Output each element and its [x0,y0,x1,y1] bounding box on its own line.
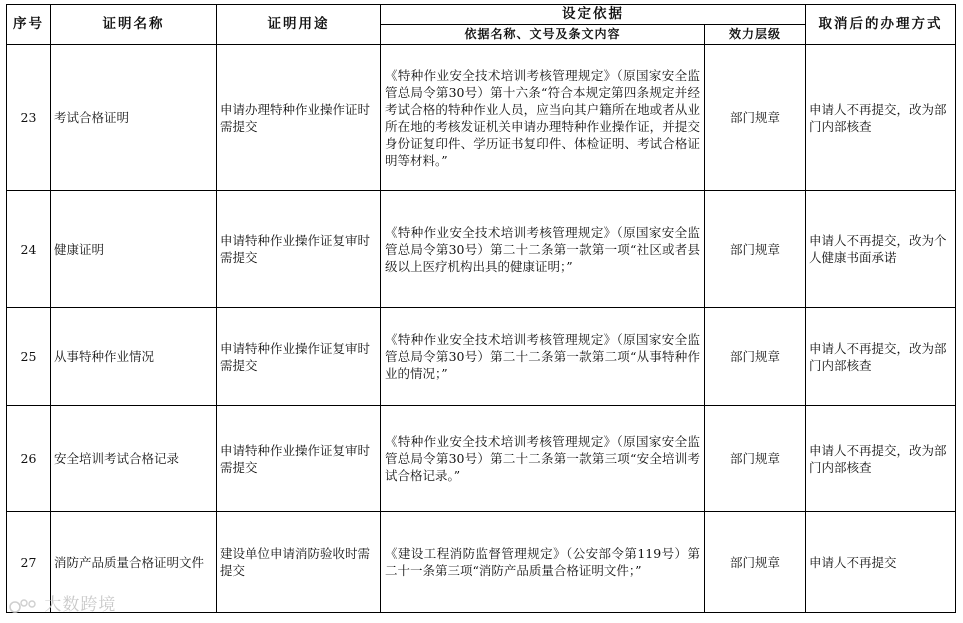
watermark [8,590,116,615]
certificate-table [6,4,956,613]
cell-level: 部门规章 [705,406,806,512]
cell-level: 部门规章 [705,512,806,613]
cell-handling: 申请人不再提交 [806,512,956,613]
cell-level: 部门规章 [705,45,806,191]
document-page [6,4,956,613]
cell-handling: 申请人不再提交，改为部门内部核查 [806,406,956,512]
cell-use: 申请特种作业操作证复审时需提交 [217,406,381,512]
cell-name: 健康证明 [51,191,217,308]
cell-use: 申请特种作业操作证复审时需提交 [217,308,381,406]
cell-basis: 《特种作业安全技术培训考核管理规定》（原国家安全监管总局令第30号）第二十二条第一款第三项“安全培训考试合格记录。” [381,406,705,512]
table-row [7,308,956,406]
cell-basis: 《特种作业安全技术培训考核管理规定》（原国家安全监管总局令第30号）第十六条“符合本规定第四条规定并经考试合格的特种作业人员，应当向其户籍所在地或者从业所在地的考核发证机关申请办理特种作业操作证，并提交身份证复印件、学历证书复印件、体检证明、考试合格证明等材料。” [381,45,705,191]
header-handling: 取消后的办理方式 [806,5,956,45]
header-basis-group: 设定依据 [381,5,806,25]
cell-use: 建设单位申请消防验收时需提交 [217,512,381,613]
header-level: 效力层级 [705,25,806,45]
cell-name: 从事特种作业情况 [51,308,217,406]
cell-name: 考试合格证明 [51,45,217,191]
cell-basis: 《建设工程消防监督管理规定》（公安部令第119号）第二十一条第三项“消防产品质量合格证明文件；” [381,512,705,613]
watermark-text: 大数跨境 [44,595,117,615]
cell-seq: 27 [7,512,51,613]
table-row [7,45,956,191]
header-basis-content: 依据名称、文号及条文内容 [381,25,705,45]
cell-handling: 申请人不再提交，改为部门内部核查 [806,308,956,406]
cell-level: 部门规章 [705,308,806,406]
table-row [7,191,956,308]
cell-level: 部门规章 [705,191,806,308]
table-row [7,512,956,613]
cell-basis: 《特种作业安全技术培训考核管理规定》（原国家安全监管总局令第30号）第二十二条第一款第二项“从事特种作业的情况；” [381,308,705,406]
cell-handling: 申请人不再提交，改为部门内部核查 [806,45,956,191]
cell-basis: 《特种作业安全技术培训考核管理规定》（原国家安全监管总局令第30号）第二十二条第一款第一项“社区或者县级以上医疗机构出具的健康证明；” [381,191,705,308]
cell-name: 消防产品质量合格证明文件 [51,512,217,613]
cell-seq: 25 [7,308,51,406]
cell-name: 安全培训考试合格记录 [51,406,217,512]
cell-use: 申请办理特种作业操作证时需提交 [217,45,381,191]
cell-handling: 申请人不再提交，改为个人健康书面承诺 [806,191,956,308]
header-seq: 序号 [7,5,51,45]
cell-seq: 26 [7,406,51,512]
cell-use: 申请特种作业操作证复审时需提交 [217,191,381,308]
cell-seq: 24 [7,191,51,308]
header-row [7,5,956,25]
header-name: 证明名称 [51,5,217,45]
table-row [7,406,956,512]
cell-seq: 23 [7,45,51,191]
header-use: 证明用途 [217,5,381,45]
watermark-logo-icon [8,596,38,614]
